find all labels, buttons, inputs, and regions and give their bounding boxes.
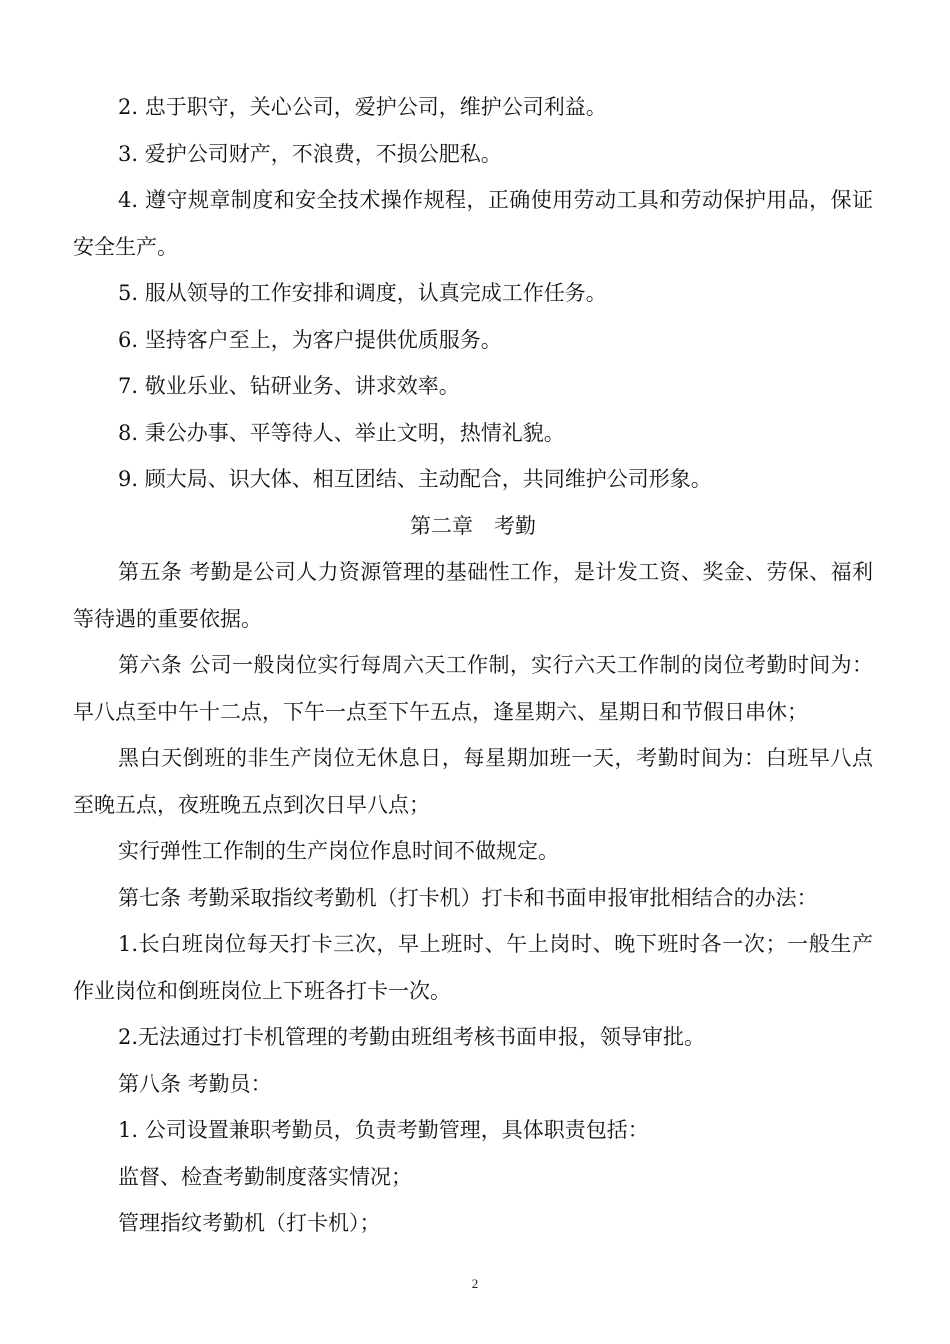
paragraph-article-7: 第七条 考勤采取指纹考勤机（打卡机）打卡和书面申报审批相结合的办法： — [118, 885, 818, 910]
paragraph-duty-7: 7. 敬业乐业、钻研业务、讲求效率。 — [118, 374, 460, 398]
paragraph-duty-manage-machine: 管理指纹考勤机（打卡机）； — [118, 1211, 381, 1235]
paragraph-duty-6: 6. 坚持客户至上，为客户提供优质服务。 — [118, 327, 502, 352]
paragraph-duty-5: 5. 服从领导的工作安排和调度，认真完成工作任务。 — [118, 281, 607, 305]
paragraph-article-7-item-1: 1.长白班岗位每天打卡三次，早上班时、午上岗时、晚下班时各一次；一般生产作业岗位和倒班岗位上下班各打卡一次。 — [73, 932, 873, 1003]
paragraph-article-8-item-1: 1. 公司设置兼职考勤员，负责考勤管理，具体职责包括： — [118, 1118, 649, 1142]
paragraph-duty-9: 9. 顾大局、识大体、相互团结、主动配合，共同维护公司形象。 — [118, 467, 712, 491]
paragraph-article-6: 第六条 公司一般岗位实行每周六天工作制，实行六天工作制的岗位考勤时间为：早八点至中午十二点，下午一点至下午五点，逢星期六、星期日和节假日串休； — [73, 653, 873, 724]
paragraph-duty-8: 8. 秉公办事、平等待人、举止文明，热情礼貌。 — [118, 420, 565, 445]
paragraph-duty-3: 3. 爱护公司财产，不浪费，不损公肥私。 — [118, 141, 502, 166]
paragraph-duty-2: 2. 忠于职守，关心公司，爱护公司，维护公司利益。 — [118, 95, 607, 119]
document-body — [73, 84, 873, 1247]
paragraph-shift-work: 黑白天倒班的非生产岗位无休息日，每星期加班一天，考勤时间为：白班早八点至晚五点，夜班晚五点到次日早八点； — [73, 746, 873, 817]
paragraph-article-5: 第五条 考勤是公司人力资源管理的基础性工作，是计发工资、奖金、劳保、福利等待遇的重要依据。 — [73, 560, 873, 631]
paragraph-duty-4: 4. 遵守规章制度和安全技术操作规程，正确使用劳动工具和劳动保护用品，保证安全生产。 — [73, 188, 873, 259]
paragraph-article-8: 第八条 考勤员： — [118, 1071, 272, 1096]
chapter-heading: 第二章 考勤 — [410, 513, 536, 538]
paragraph-flexible-work: 实行弹性工作制的生产岗位作息时间不做规定。 — [118, 839, 559, 863]
paragraph-article-7-item-2: 2.无法通过打卡机管理的考勤由班组考核书面申报，领导审批。 — [118, 1025, 706, 1049]
paragraph-duty-supervise: 监督、检查考勤制度落实情况； — [118, 1164, 412, 1189]
page-number: 2 — [471, 1276, 479, 1291]
